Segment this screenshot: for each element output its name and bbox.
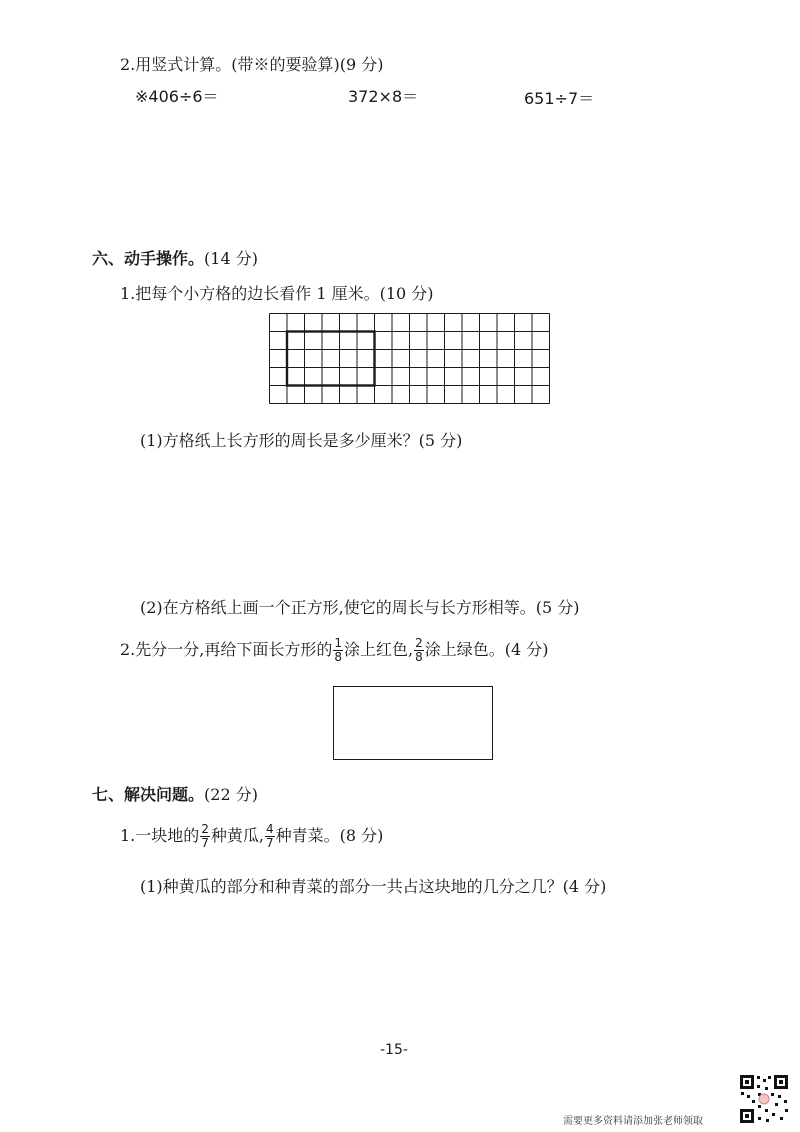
fraction-denominator: 7 xyxy=(201,836,209,850)
fraction-numerator: 1 xyxy=(334,636,342,650)
question-7-1 xyxy=(120,822,383,850)
question-6-2-text-c: 涂上绿色。(4 分) xyxy=(424,640,549,659)
qr-code-image xyxy=(738,1073,790,1125)
question-vertical-calc-title: 2.用竖式计算。(带※的要验算)(9 分) xyxy=(120,55,384,74)
section-7-points: (22 分) xyxy=(204,785,258,804)
section-7-title xyxy=(92,782,258,805)
fraction-denominator: 8 xyxy=(334,650,342,664)
fraction-numerator: 4 xyxy=(266,822,274,836)
fraction-numerator: 2 xyxy=(415,636,423,650)
expression-2: 372×8＝ xyxy=(348,87,419,106)
section-6-points: (14 分) xyxy=(204,249,258,268)
fraction-four-sevenths xyxy=(265,823,275,850)
rectangle-to-divide xyxy=(333,686,493,760)
fraction-denominator: 7 xyxy=(266,836,274,850)
fraction-denominator: 8 xyxy=(415,650,423,664)
grid-paper xyxy=(269,313,551,413)
qr-code-svg xyxy=(738,1073,790,1125)
question-7-1-text-c: 种青菜。(8 分) xyxy=(275,826,384,845)
fraction-one-eighth xyxy=(333,637,343,664)
question-7-1-text-b: 种黄瓜, xyxy=(210,826,265,845)
question-6-1: 1.把每个小方格的边长看作 1 厘米。(10 分) xyxy=(120,284,434,303)
question-6-2-text-b: 涂上红色, xyxy=(344,640,414,659)
page-number: -15- xyxy=(380,1042,408,1058)
expression-1: ※406÷6＝ xyxy=(135,87,219,106)
question-6-1-2: (2)在方格纸上画一个正方形,使它的周长与长方形相等。(5 分) xyxy=(140,598,580,617)
question-7-1-1: (1)种黄瓜的部分和种青菜的部分一共占这块地的几分之几？(4 分) xyxy=(140,877,607,896)
question-7-1-text-a: 1.一块地的 xyxy=(120,826,200,845)
section-7-heading: 七、解决问题。 xyxy=(92,785,205,804)
fraction-two-sevenths xyxy=(200,823,210,850)
fraction-two-eighths xyxy=(414,637,424,664)
expression-3: 651÷7＝ xyxy=(524,89,595,108)
question-6-2 xyxy=(120,636,549,664)
footer-note: 需要更多资料请添加张老师领取 xyxy=(563,1116,703,1127)
grid-rectangle xyxy=(287,332,375,386)
question-6-2-text-a: 2.先分一分,再给下面长方形的 xyxy=(120,640,333,659)
question-6-1-1: (1)方格纸上长方形的周长是多少厘米？(5 分) xyxy=(140,431,463,450)
fraction-numerator: 2 xyxy=(201,822,209,836)
section-6-title xyxy=(92,246,258,269)
grid-paper-svg xyxy=(269,313,551,409)
section-6-heading: 六、动手操作。 xyxy=(92,249,205,268)
